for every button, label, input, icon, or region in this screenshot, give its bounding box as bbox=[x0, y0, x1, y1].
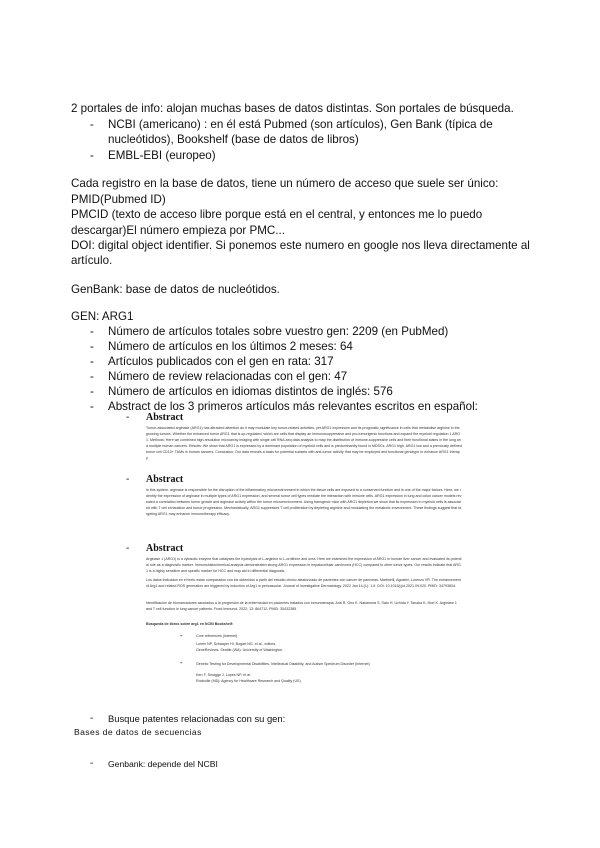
registro-line: descargar)El número empieza por PMC... bbox=[71, 224, 285, 237]
book-dash: - bbox=[180, 631, 183, 640]
reference-text: Los datos indicados en el texto están comparados con los obtenidos a partir del estudio clínico aleatorizado de pacientes con cáncer de páncreas. Martinelli, Agostini, Lorenzo VR. The enhancement of Arg1 and related ROS generation are triggered by induction of Arg1 in perivascular. Journal of Investigative Dermatology. 2022 Jan 14;(1): 1-9. DOI: 10.1016/j.jid.2021.09.020. PMID: 34793834. bbox=[146, 578, 461, 588]
bullet-dash: - bbox=[90, 400, 94, 413]
registro-line: Cada registro en la base de datos, tiene un número de acceso que suele ser único: bbox=[71, 177, 499, 190]
bullet-dash: - bbox=[90, 385, 94, 398]
bullet-dash: - bbox=[90, 325, 94, 338]
bullet-dash: - bbox=[90, 340, 94, 353]
sequence-db-heading: Bases de datos de secuencias bbox=[74, 727, 202, 737]
gen-item: Artículos publicados con el gen en rata: 317 bbox=[108, 355, 334, 368]
registro-line: PMCID (texto de acceso libre porque está en el central, y entonces me lo puedo bbox=[71, 208, 483, 221]
genbank-ncbi-item: Genbank: depende del NCBI bbox=[108, 759, 218, 769]
book-publisher: GeneReviews. Seattle (WA): University of Washington. bbox=[196, 648, 284, 652]
abstract-text: In this system, arginase is responsible for the disruption of the inflammatory microenvironment in which the tissue cells are exposed to a conserved function and is one of the major factors. Here, we identify the expression of arginase in multiple types of ARG1 expression, and several tumor cell types mediate the interaction with immune cells. ARG1 expression in lung and colon cancer models revealed a correlation between tumor growth and arginase activity within the tumor microenvironment. Using transgenic mice with ARG1 depletion we show that its expression in myeloid cells is associated with T cell exhaustion and tumor progression. Mechanistically, ARG1 suppresses T cell proliferation by depleting arginine and modulating the metabolic environment. These findings suggest that targeting ARG1 may enhance immunotherapy efficacy. bbox=[146, 488, 462, 516]
gen-item: Abstract de los 3 primeros artículos más relevantes escritos en español: bbox=[108, 400, 478, 413]
gen-item: Número de artículos totales sobre vuestro gen: 2209 (en PubMed) bbox=[108, 325, 449, 338]
gen-item: Número de artículos en los últimos 2 meses: 64 bbox=[108, 340, 353, 353]
gen-item: Número de review relacionadas con el gen: 47 bbox=[108, 370, 348, 383]
genbank-line: GenBank: base de datos de nucleótidos. bbox=[71, 283, 280, 296]
bullet-dash: - bbox=[90, 758, 94, 769]
abstract-heading: Abstract bbox=[146, 474, 184, 485]
book-title: Genetic Testing for Developmental Disabilities, Intellectual Disability, and Autism Spectrum Disorder (Internet) bbox=[196, 662, 370, 666]
book-authors: Kerr F, Smagge J, Lopes NP, et al. bbox=[196, 673, 251, 677]
abstract-text: Tumor-associated arginase (ARG1) has attracted attention as it may modulate key tumor-related activities, yet ARG1 expression and its prognostic significance in cells that metabolise arginine in the growing tumors. Whether the enhanced tumor ARG1 that is up-regulated, which are cells that display an immunosuppressive and pro-tumorigenic functions and expand the myeloid regulation 1 ARG1. Methods: Here we combined high-resolution microarray imaging with single cell RNA-seq data analysis to map the distribution of immune-suppressive cells and their functional states in the lung and multiple human cancers. Results: We show that ARG1 is expressed by a dominant population of myeloid cells and is predominantly found in MDSCs, ARG1 high, ARG1 low and a previously defined tumor cell CD10+ TAMs in human cancers. Conclusion: Our data reveals a basis for potential subsets with anti-tumor activity that may be employed and functional genotype to enhance ARG1 therapy. bbox=[146, 426, 462, 460]
registro-line: DOI: digital object identifier. Si ponemos este numero en google nos lleva directamente al bbox=[71, 239, 530, 252]
abstract-heading: Abstract bbox=[146, 412, 184, 423]
patentes-item: Busque patentes relacionadas con su gen: bbox=[108, 713, 286, 724]
gen-item: Número de artículos en idiomas distintos de inglés: 576 bbox=[108, 385, 393, 398]
registro-line: PMID(Pubmed ID) bbox=[71, 193, 166, 206]
intro-heading: 2 portales de info: alojan muchas bases de datos distintas. Son portales de búsqueda. bbox=[71, 102, 514, 115]
bullet-dash: - bbox=[90, 355, 94, 368]
sub-bullet-dash: - bbox=[126, 543, 130, 554]
intro-bullet-ncbi-cont: nucleótidos), Bookshelf (base de datos de libros) bbox=[108, 133, 359, 146]
bullet-dash: - bbox=[90, 118, 94, 131]
sub-bullet-dash: - bbox=[126, 474, 130, 485]
abstract-text: Arginase 1 (ARG1) is a cytosolic enzyme that catalyses the hydrolysis of L-arginine to L-ornithine and urea. Here we examined the expression of ARG1 in human liver cancer and evaluated its potential role as a diagnostic marker. Immunohistochemical analysis demonstrated strong ARG1 expression in hepatocellular carcinoma (HCC) compared to other tumor types. Our results indicate that ARG1 is a highly sensitive and specific marker for HCC and may aid in differential diagnosis. bbox=[146, 557, 462, 573]
book-publisher: Rockville (MD): Agency for Healthcare Research and Quality (US). bbox=[196, 679, 302, 683]
bookshelf-search-label: Búsqueda de libros sobre arg1 en NCBI Bookshelf: bbox=[146, 622, 234, 626]
book-dash: - bbox=[180, 658, 183, 667]
registro-line: artículo. bbox=[71, 254, 113, 267]
gen-title: GEN: ARG1 bbox=[71, 310, 134, 323]
intro-bullet-ncbi: NCBI (americano) : en él está Pubmed (son artículos), Gen Bank (típica de bbox=[108, 118, 493, 131]
intro-bullet-embl: EMBL-EBI (europeo) bbox=[108, 149, 216, 162]
book-authors: Lorem NP, Schaaper HI, Bogart NG, et al., editors. bbox=[196, 642, 277, 646]
reference-text: Identificación de biomarcadores asociados a la progresión de la enfermedad en pacientes tratados con inmunoterapia. Arai R, Ono K, Nakamura S, Sato H, Uchida Y, Tanaka K, Mori K. Arginase 1 and T cell function in lung cancer patients. Front Immunol. 2022; 13: 864712. PMID: 35432385. bbox=[146, 601, 457, 611]
sub-bullet-dash: - bbox=[126, 412, 130, 423]
bullet-dash: - bbox=[90, 370, 94, 383]
abstract-heading: Abstract bbox=[146, 543, 184, 554]
bullet-dash: - bbox=[90, 713, 94, 724]
bullet-dash: - bbox=[90, 149, 94, 162]
book-title: Core references (Internet) bbox=[196, 634, 238, 638]
